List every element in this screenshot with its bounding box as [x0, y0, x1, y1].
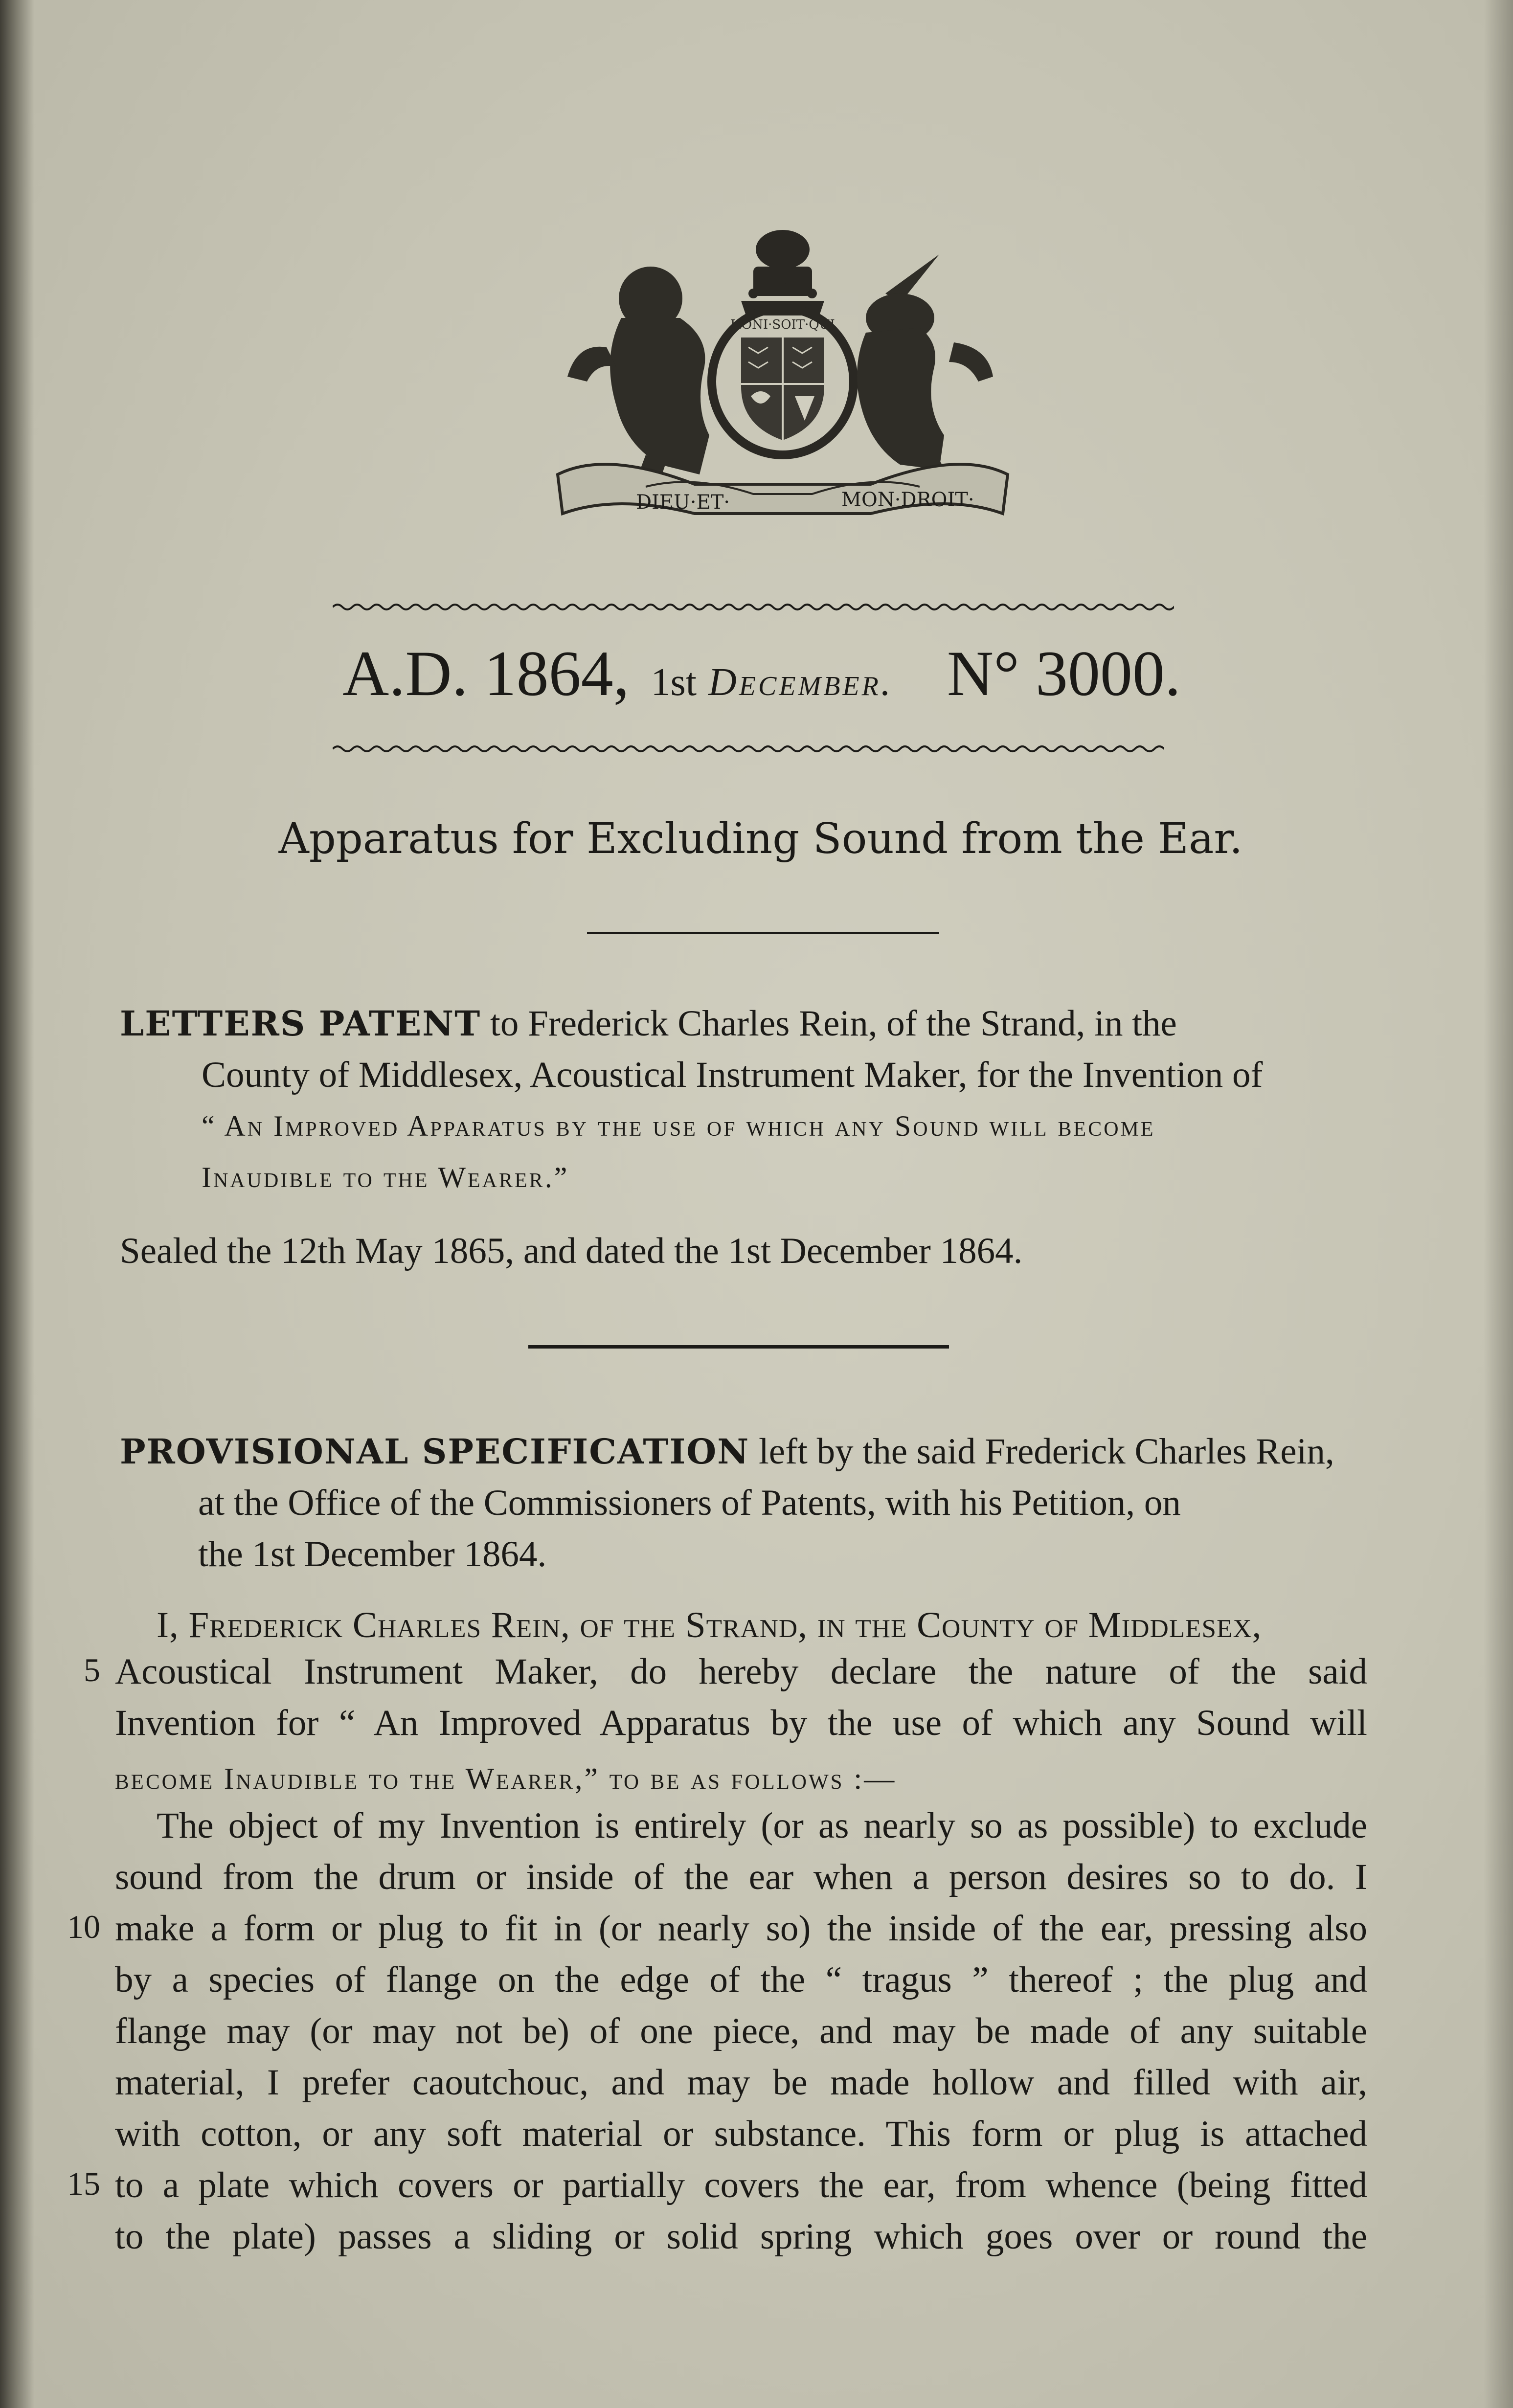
wavy-rule-bottom — [333, 743, 1164, 754]
divider-rule-2 — [528, 1345, 949, 1349]
letters-patent-heading: LETTERS PATENT — [120, 1003, 481, 1044]
body-line: Acoustical Instrument Maker, do hereby declare the nature of the said — [115, 1651, 1367, 1692]
body-line: to the plate) passes a sliding or solid spring which goes over or round the — [115, 2216, 1367, 2257]
wavy-rule-top — [333, 602, 1174, 612]
body-line: flange may (or may not be) of one piece, and may be made of any suitable — [115, 2011, 1367, 2051]
body-line: sound from the drum or inside of the ear when a person desires so to do. I — [115, 1857, 1367, 1897]
unicorn-icon — [857, 254, 993, 494]
body-line: with cotton, or any soft material or substance. This form or plug is attached — [115, 2114, 1367, 2154]
divider-rule-1 — [587, 932, 939, 934]
body-line: Invention for “ An Improved Apparatus by the use of which any Sound will — [115, 1703, 1367, 1743]
date-day: 1st — [651, 661, 697, 704]
year-label: A.D. 1864, — [342, 637, 630, 709]
line-number: 5 — [84, 1651, 100, 1688]
provisional-heading: PROVISIONAL SPECIFICATION — [120, 1431, 750, 1472]
line-number: 15 — [67, 2165, 100, 2202]
letters-patent-line-3: “ An Improved Apparatus by the use of which any Sound will become — [202, 1110, 1155, 1142]
provisional-text-1: left by the said Frederick Charles Rein, — [749, 1431, 1334, 1472]
body-line: make a form or plug to fit in (or nearly so) the inside of the ear, pressing also — [115, 1908, 1367, 1949]
date-month: December. — [708, 661, 893, 704]
body-line: to a plate which covers or partially covers the ear, from whence (being fitted — [115, 2165, 1367, 2205]
patent-title: Apparatus for Excluding Sound from the Ear. — [278, 814, 1243, 863]
body-line: material, I prefer caoutchouc, and may be made hollow and filled with air, — [115, 2062, 1367, 2103]
body-line: become Inaudible to the Wearer,” to be as follows :— — [115, 1762, 897, 1796]
letters-patent-line-2: County of Middlesex, Acoustical Instrument Maker, for the Invention of — [202, 1055, 1263, 1095]
garter-text: HONI·SOIT·QUI — [730, 317, 835, 332]
provisional-line-1 — [120, 1426, 1334, 1477]
patent-header — [342, 636, 1181, 714]
page-shadow-edge — [1484, 0, 1513, 2408]
crown-icon — [741, 230, 824, 315]
motto-left: DIEU·ET· — [636, 491, 730, 514]
royal-coat-of-arms — [548, 220, 1017, 523]
body-line: I, Frederick Charles Rein, of the Strand, in the County of Middlesex, — [157, 1605, 1262, 1645]
lion-icon — [567, 267, 709, 494]
sealed-line: Sealed the 12th May 1865, and dated the 1st December 1864. — [120, 1231, 1023, 1271]
letters-patent-text-1: to Frederick Charles Rein, of the Strand, in the — [481, 1003, 1177, 1044]
motto-right: MON·DROIT· — [841, 489, 974, 511]
letters-patent-line-1 — [120, 998, 1177, 1049]
page-binding-edge — [0, 0, 34, 2408]
body-line: The object of my Invention is entirely (or as nearly so as possible) to exclude — [157, 1805, 1367, 1846]
line-number: 10 — [67, 1908, 100, 1945]
provisional-line-2: at the Office of the Commissioners of Patents, with his Petition, on — [198, 1483, 1181, 1523]
provisional-line-3: the 1st December 1864. — [198, 1534, 547, 1575]
body-line: by a species of flange on the edge of the “ tragus ” thereof ; the plug and — [115, 1959, 1367, 2000]
patent-number: N° 3000. — [947, 637, 1181, 709]
letters-patent-line-4: Inaudible to the Wearer.” — [202, 1161, 569, 1193]
